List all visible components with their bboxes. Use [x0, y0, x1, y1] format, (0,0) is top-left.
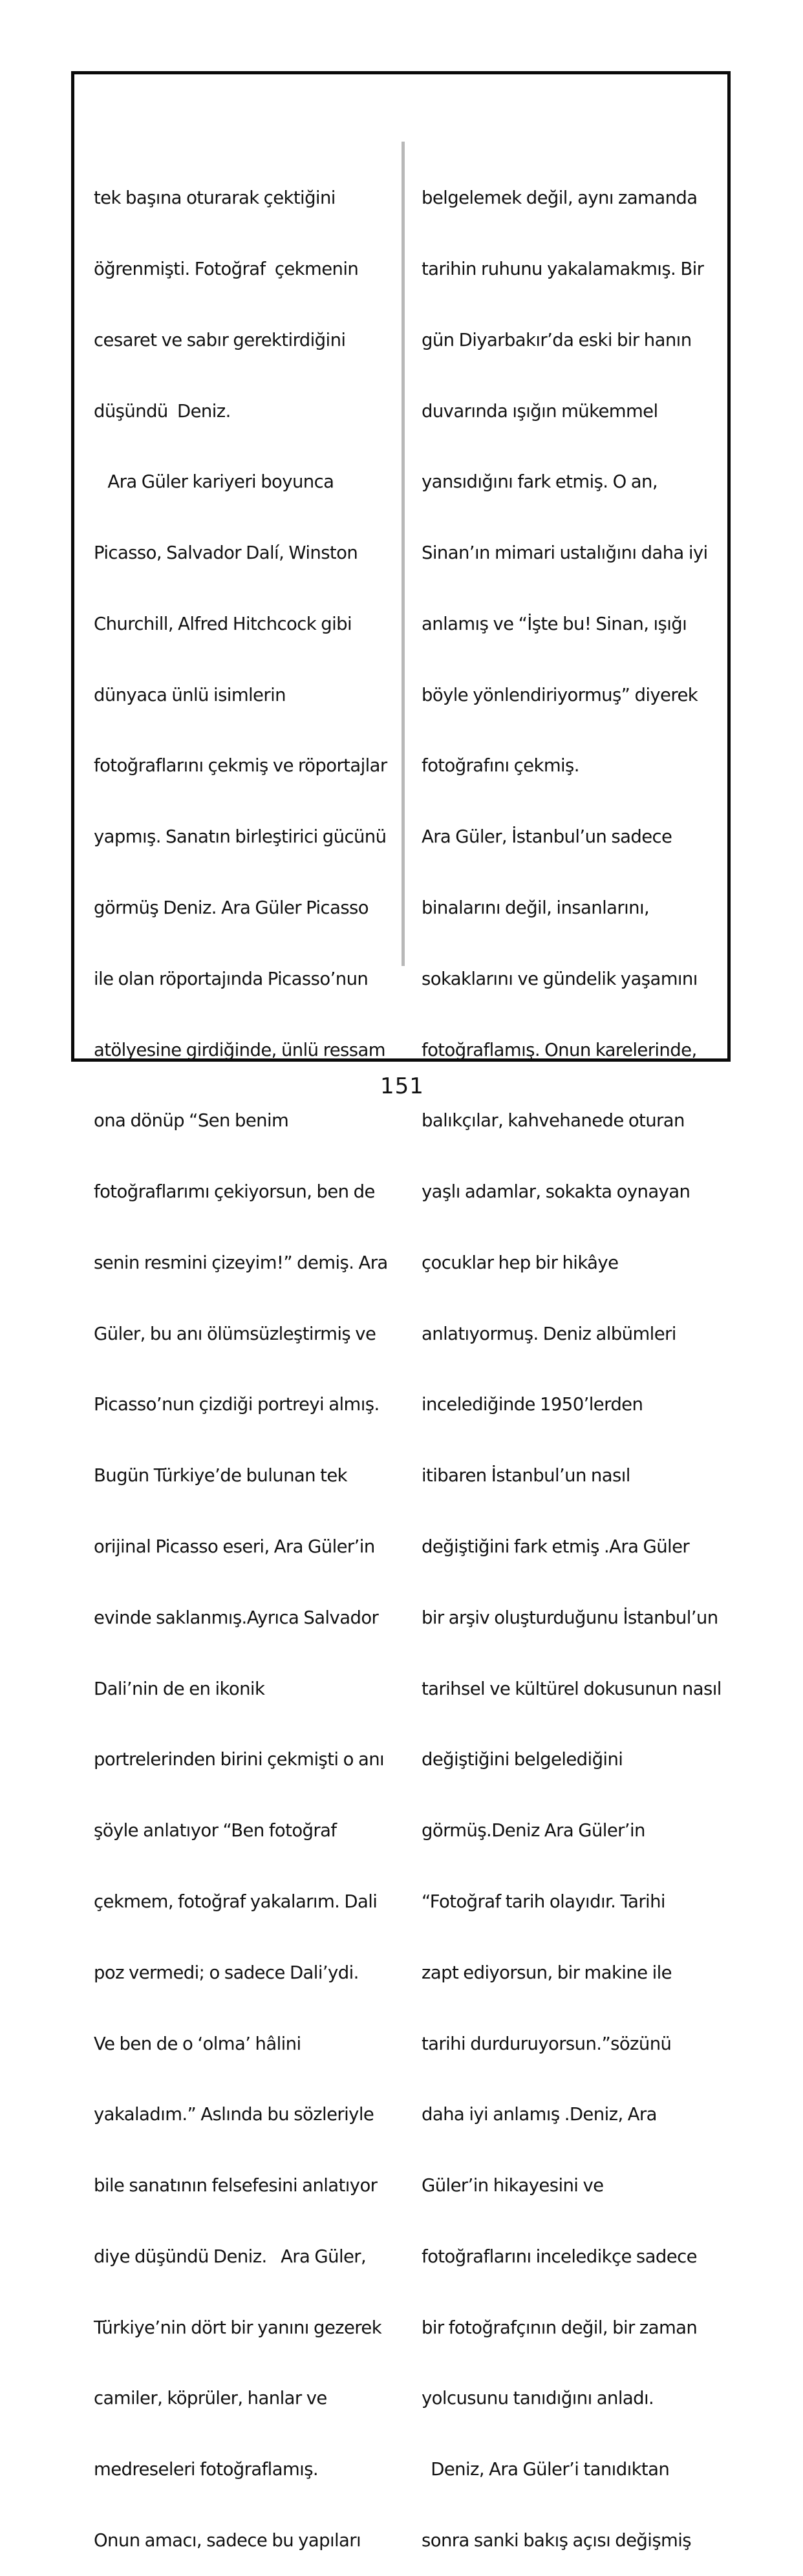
text-line: belgelemek değil, aynı zamanda: [422, 188, 698, 209]
text-line: incelediğinde 1950’lerden: [422, 1394, 643, 1415]
text-line: zapt ediyorsun, bir makine ile: [422, 1962, 672, 1983]
text-line: Sinan’ın mimari ustalığını daha iyi: [422, 542, 708, 564]
text-line: senin resmini çizeyim!” demiş. Ara: [94, 1252, 388, 1273]
text-line: düşündü Deniz.: [94, 400, 231, 422]
text-line: anlamış ve “İşte bu! Sinan, ışığı: [422, 613, 687, 634]
text-line: bir fotoğrafçının değil, bir zaman: [422, 2317, 698, 2338]
text-line: balıkçılar, kahvehanede oturan: [422, 1110, 685, 1132]
text-line: cesaret ve sabır gerektirdiğini: [94, 329, 346, 350]
text-line: görmüş Deniz. Ara Güler Picasso: [94, 897, 369, 918]
page-number: 151: [380, 1073, 424, 1099]
text-line: daha iyi anlamış .Deniz, Ara: [422, 2104, 657, 2125]
text-line: “Fotoğraf tarih olayıdır. Tarihi: [422, 1891, 665, 1912]
text-line: Güler’in hikayesini ve: [422, 2175, 604, 2196]
text-line: poz vermedi; o sadece Dali’ydi.: [94, 1962, 359, 1983]
text-line: tarihin ruhunu yakalamakmış. Bir: [422, 258, 704, 279]
text-line: portrelerinden birini çekmişti o anı: [94, 1749, 385, 1770]
text-line: bir arşiv oluşturduğunu İstanbul’un: [422, 1607, 718, 1628]
text-line: Dali’nin de en ikonik: [94, 1678, 265, 1699]
text-line: şöyle anlatıyor “Ben fotoğraf: [94, 1820, 337, 1841]
text-line: fotoğraflarını inceledikçe sadece: [422, 2246, 697, 2267]
text-line: değiştiğini belgelediğini: [422, 1749, 623, 1770]
text-line: orijinal Picasso eseri, Ara Güler’in: [94, 1536, 375, 1558]
text-line: Churchill, Alfred Hitchcock gibi: [94, 613, 352, 634]
text-line: Onun amacı, sadece bu yapıları: [94, 2529, 361, 2551]
text-column-right: [422, 139, 725, 2576]
text-line: yakaladım.” Aslında bu sözleriyle: [94, 2104, 374, 2125]
text-line: ile olan röportajında Picasso’nun: [94, 968, 369, 989]
text-line: diye düşündü Deniz. Ara Güler,: [94, 2246, 367, 2267]
text-line: fotoğrafını çekmiş.: [422, 755, 579, 777]
text-line: tarihsel ve kültürel dokusunun nasıl: [422, 1678, 722, 1699]
text-line: sonra sanki bakış açısı değişmiş: [422, 2529, 692, 2551]
text-line: tarihi durduruyorsun.”sözünü: [422, 2033, 672, 2054]
text-line: ona dönüp “Sen benim: [94, 1110, 289, 1132]
text-line: fotoğraflarımı çekiyorsun, ben de: [94, 1181, 375, 1203]
text-column-left: [94, 139, 391, 2576]
text-line: böyle yönlendiriyormuş” diyerek: [422, 684, 698, 705]
text-line: Bugün Türkiye’de bulunan tek: [94, 1465, 347, 1487]
text-line: Ve ben de o ‘olma’ hâlini: [94, 2033, 301, 2054]
text-line: öğrenmişti. Fotoğraf çekmenin: [94, 258, 359, 279]
text-line: sokaklarını ve gündelik yaşamını: [422, 968, 698, 989]
text-line: dünyaca ünlü isimlerin: [94, 684, 286, 705]
text-line: Ara Güler, İstanbul’un sadece: [422, 826, 672, 848]
text-line: binalarını değil, insanlarını,: [422, 897, 650, 918]
text-line: Türkiye’nin dört bir yanını gezerek: [94, 2317, 382, 2338]
column-divider: [402, 142, 405, 966]
text-line: Picasso, Salvador Dalí, Winston: [94, 542, 358, 564]
text-line: tek başına oturarak çektiğini: [94, 188, 336, 209]
text-line: gün Diyarbakır’da eski bir hanın: [422, 329, 692, 350]
text-line: çekmem, fotoğraf yakalarım. Dali: [94, 1891, 378, 1912]
text-line: yolcusunu tanıdığını anladı.: [422, 2388, 654, 2409]
text-line: medreseleri fotoğraflamış.: [94, 2459, 319, 2480]
text-line: değiştiğini fark etmiş .Ara Güler: [422, 1536, 690, 1558]
text-line: görmüş.Deniz Ara Güler’in: [422, 1820, 645, 1841]
text-line: camiler, köprüler, hanlar ve: [94, 2388, 327, 2409]
text-line: çocuklar hep bir hikâye: [422, 1252, 619, 1273]
text-line: bile sanatının felsefesini anlatıyor: [94, 2175, 378, 2196]
text-line: duvarında ışığın mükemmel: [422, 400, 658, 422]
text-line: fotoğraflamış. Onun karelerinde,: [422, 1039, 697, 1060]
text-line: Deniz, Ara Güler’i tanıdıktan: [422, 2459, 670, 2480]
text-line: atölyesine girdiğinde, ünlü ressam: [94, 1039, 385, 1060]
text-line: yaşlı adamlar, sokakta oynayan: [422, 1181, 691, 1203]
text-line: evinde saklanmış.Ayrıca Salvador: [94, 1607, 379, 1628]
text-line: yansıdığını fark etmiş. O an,: [422, 471, 658, 493]
text-line: anlatıyormuş. Deniz albümleri: [422, 1323, 676, 1344]
text-line: Güler, bu anı ölümsüzleştirmiş ve: [94, 1323, 376, 1344]
text-line: yapmış. Sanatın birleştirici gücünü: [94, 826, 387, 848]
text-line: fotoğraflarını çekmiş ve röportajlar: [94, 755, 387, 777]
text-line: Picasso’nun çizdiği portreyi almış.: [94, 1394, 380, 1415]
text-line: itibaren İstanbul’un nasıl: [422, 1465, 630, 1487]
text-line: Ara Güler kariyeri boyunca: [94, 471, 334, 493]
